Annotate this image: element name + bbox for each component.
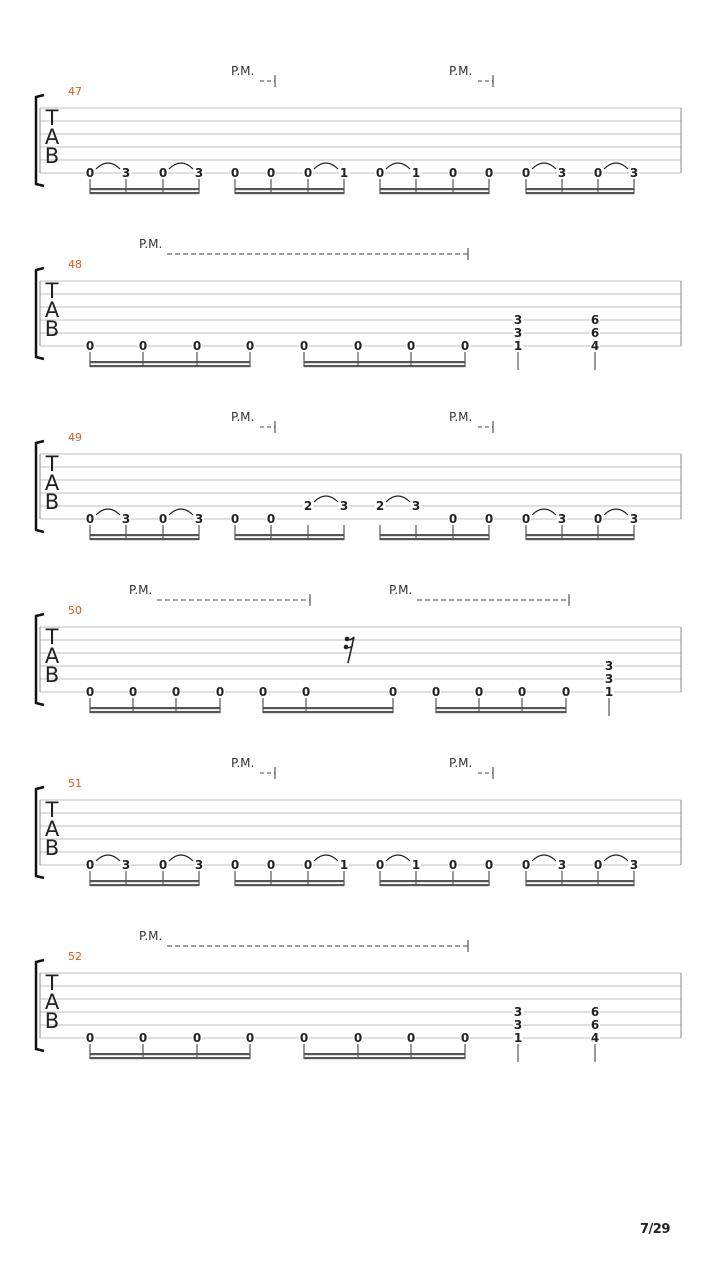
fret-number: 3 (513, 313, 523, 327)
tab-clef-letter: T (45, 798, 59, 822)
fret-number: 0 (85, 512, 95, 526)
fret-number: 0 (245, 339, 255, 353)
fret-number: 0 (266, 858, 276, 872)
fret-number: 0 (215, 685, 225, 699)
tab-clef-letter: B (44, 663, 60, 687)
beam (263, 707, 393, 709)
fret-number: 0 (301, 685, 311, 699)
beam (436, 707, 566, 709)
beam (436, 711, 566, 713)
beam (526, 192, 634, 194)
fret-number: 0 (521, 166, 531, 180)
tab-clef-letter: T (45, 452, 59, 476)
fret-number: 3 (604, 672, 614, 686)
fret-number: 0 (460, 1031, 470, 1045)
fret-number: 2 (375, 499, 385, 513)
fret-number: 3 (629, 512, 639, 526)
fret-number: 6 (590, 313, 600, 327)
fret-number: 0 (85, 166, 95, 180)
tab-clef-letter: A (44, 817, 60, 841)
fret-number: 3 (629, 858, 639, 872)
slur (314, 163, 338, 169)
beam (235, 188, 344, 190)
fret-number: 0 (266, 512, 276, 526)
slur (532, 163, 556, 169)
fret-number: 0 (192, 1031, 202, 1045)
slur (169, 163, 193, 169)
beam (304, 1057, 465, 1059)
fret-number: 0 (85, 339, 95, 353)
fret-number: 0 (406, 1031, 416, 1045)
beam (380, 534, 489, 536)
tab-clef-letter: T (45, 625, 59, 649)
fret-number: 3 (194, 166, 204, 180)
fret-number: 0 (266, 166, 276, 180)
fret-number: 0 (171, 685, 181, 699)
beam (235, 192, 344, 194)
fret-number: 0 (353, 339, 363, 353)
beam (304, 361, 465, 363)
beam (526, 188, 634, 190)
beam (263, 711, 393, 713)
beam (380, 538, 489, 540)
tab-system-47 (36, 64, 681, 194)
beam (90, 192, 199, 194)
page-number: 7/29 (640, 1222, 670, 1237)
fret-number: 3 (513, 1005, 523, 1019)
fret-number: 0 (85, 858, 95, 872)
beam (380, 884, 489, 886)
fret-number: 0 (561, 685, 571, 699)
fret-number: 1 (513, 339, 523, 353)
beam (380, 192, 489, 194)
beam (90, 188, 199, 190)
slur (532, 855, 556, 861)
slur (604, 163, 628, 169)
tab-clef-letter: T (45, 279, 59, 303)
tab-clef-letter: T (45, 971, 59, 995)
fret-number: 0 (230, 512, 240, 526)
fret-number: 0 (245, 1031, 255, 1045)
palm-mute-label: P.M. (389, 583, 413, 597)
tab-clef-letter: B (44, 317, 60, 341)
fret-number: 1 (339, 858, 349, 872)
fret-number: 0 (474, 685, 484, 699)
palm-mute-label: P.M. (139, 237, 163, 251)
beam (235, 538, 344, 540)
fret-number: 0 (138, 1031, 148, 1045)
tab-clef-letter: A (44, 471, 60, 495)
fret-number: 3 (513, 326, 523, 340)
measure-number: 51 (68, 777, 82, 790)
palm-mute-label: P.M. (449, 410, 473, 424)
tab-clef-letter: A (44, 990, 60, 1014)
fret-number: 3 (339, 499, 349, 513)
fret-number: 0 (521, 512, 531, 526)
palm-mute-label: P.M. (231, 756, 255, 770)
fret-number: 0 (158, 166, 168, 180)
palm-mute-label: P.M. (231, 64, 255, 78)
fret-number: 0 (138, 339, 148, 353)
beam (90, 361, 250, 363)
palm-mute-label: P.M. (139, 929, 163, 943)
fret-number: 0 (448, 512, 458, 526)
measure-number: 48 (68, 258, 82, 271)
measure-number: 47 (68, 85, 82, 98)
fret-number: 0 (258, 685, 268, 699)
beam (526, 538, 634, 540)
measure-number: 52 (68, 950, 82, 963)
fret-number: 0 (375, 858, 385, 872)
fret-number: 0 (128, 685, 138, 699)
slur (604, 509, 628, 515)
beam (235, 534, 344, 536)
fret-number: 6 (590, 326, 600, 340)
slur (169, 855, 193, 861)
tab-system-49 (36, 410, 681, 540)
fret-number: 0 (593, 858, 603, 872)
beam (90, 1057, 250, 1059)
fret-number: 0 (460, 339, 470, 353)
tab-clef-letter: A (44, 298, 60, 322)
sixteenth-rest-icon (344, 637, 354, 663)
tab-system-51 (36, 756, 681, 886)
fret-number: 3 (411, 499, 421, 513)
beam (90, 880, 199, 882)
slur (96, 855, 120, 861)
fret-number: 6 (590, 1018, 600, 1032)
beam (526, 884, 634, 886)
tab-clef-letter: B (44, 836, 60, 860)
fret-number: 0 (353, 1031, 363, 1045)
fret-number: 3 (121, 512, 131, 526)
slur (386, 496, 410, 502)
tab-system-50 (36, 583, 681, 716)
fret-number: 1 (513, 1031, 523, 1045)
beam (526, 880, 634, 882)
fret-number: 6 (590, 1005, 600, 1019)
tab-system-52 (36, 929, 681, 1062)
beam (380, 880, 489, 882)
beam (90, 365, 250, 367)
slur (169, 509, 193, 515)
fret-number: 0 (517, 685, 527, 699)
beam (235, 884, 344, 886)
beam (90, 884, 199, 886)
fret-number: 0 (299, 339, 309, 353)
fret-number: 0 (484, 512, 494, 526)
tab-clef-letter: B (44, 144, 60, 168)
beam (90, 538, 199, 540)
palm-mute-label: P.M. (129, 583, 153, 597)
fret-number: 3 (194, 858, 204, 872)
fret-number: 0 (375, 166, 385, 180)
fret-number: 3 (557, 512, 567, 526)
fret-number: 0 (448, 858, 458, 872)
fret-number: 0 (593, 512, 603, 526)
slur (96, 163, 120, 169)
slur (386, 855, 410, 861)
beam (90, 534, 199, 536)
slur (314, 496, 338, 502)
fret-number: 0 (158, 858, 168, 872)
fret-number: 2 (303, 499, 313, 513)
fret-number: 0 (484, 858, 494, 872)
fret-number: 3 (629, 166, 639, 180)
fret-number: 3 (557, 858, 567, 872)
measure-number: 49 (68, 431, 82, 444)
fret-number: 0 (192, 339, 202, 353)
fret-number: 0 (406, 339, 416, 353)
fret-number: 1 (411, 166, 421, 180)
fret-number: 3 (557, 166, 567, 180)
slur (96, 509, 120, 515)
fret-number: 3 (513, 1018, 523, 1032)
slur (314, 855, 338, 861)
fret-number: 1 (411, 858, 421, 872)
beam (90, 707, 220, 709)
fret-number: 0 (484, 166, 494, 180)
tab-clef-letter: B (44, 1009, 60, 1033)
palm-mute-label: P.M. (231, 410, 255, 424)
fret-number: 4 (590, 1031, 600, 1045)
fret-number: 0 (158, 512, 168, 526)
fret-number: 1 (604, 685, 614, 699)
measure-number: 50 (68, 604, 82, 617)
slur (532, 509, 556, 515)
fret-number: 0 (431, 685, 441, 699)
beam (380, 188, 489, 190)
beam (90, 711, 220, 713)
fret-number: 3 (604, 659, 614, 673)
beam (304, 1053, 465, 1055)
tab-clef-letter: A (44, 644, 60, 668)
fret-number: 0 (521, 858, 531, 872)
beam (90, 1053, 250, 1055)
fret-number: 3 (121, 166, 131, 180)
slur (386, 163, 410, 169)
tab-clef-letter: A (44, 125, 60, 149)
fret-number: 0 (230, 166, 240, 180)
fret-number: 0 (303, 166, 313, 180)
fret-number: 0 (85, 1031, 95, 1045)
beam (526, 534, 634, 536)
fret-number: 0 (230, 858, 240, 872)
fret-number: 3 (194, 512, 204, 526)
beam (235, 880, 344, 882)
fret-number: 3 (121, 858, 131, 872)
tab-clef-letter: T (45, 106, 59, 130)
fret-number: 4 (590, 339, 600, 353)
fret-number: 0 (299, 1031, 309, 1045)
beam (304, 365, 465, 367)
fret-number: 1 (339, 166, 349, 180)
fret-number: 0 (303, 858, 313, 872)
slur (604, 855, 628, 861)
tab-clef-letter: B (44, 490, 60, 514)
palm-mute-label: P.M. (449, 756, 473, 770)
tab-system-48 (36, 237, 681, 370)
fret-number: 0 (85, 685, 95, 699)
fret-number: 0 (388, 685, 398, 699)
palm-mute-label: P.M. (449, 64, 473, 78)
fret-number: 0 (593, 166, 603, 180)
fret-number: 0 (448, 166, 458, 180)
